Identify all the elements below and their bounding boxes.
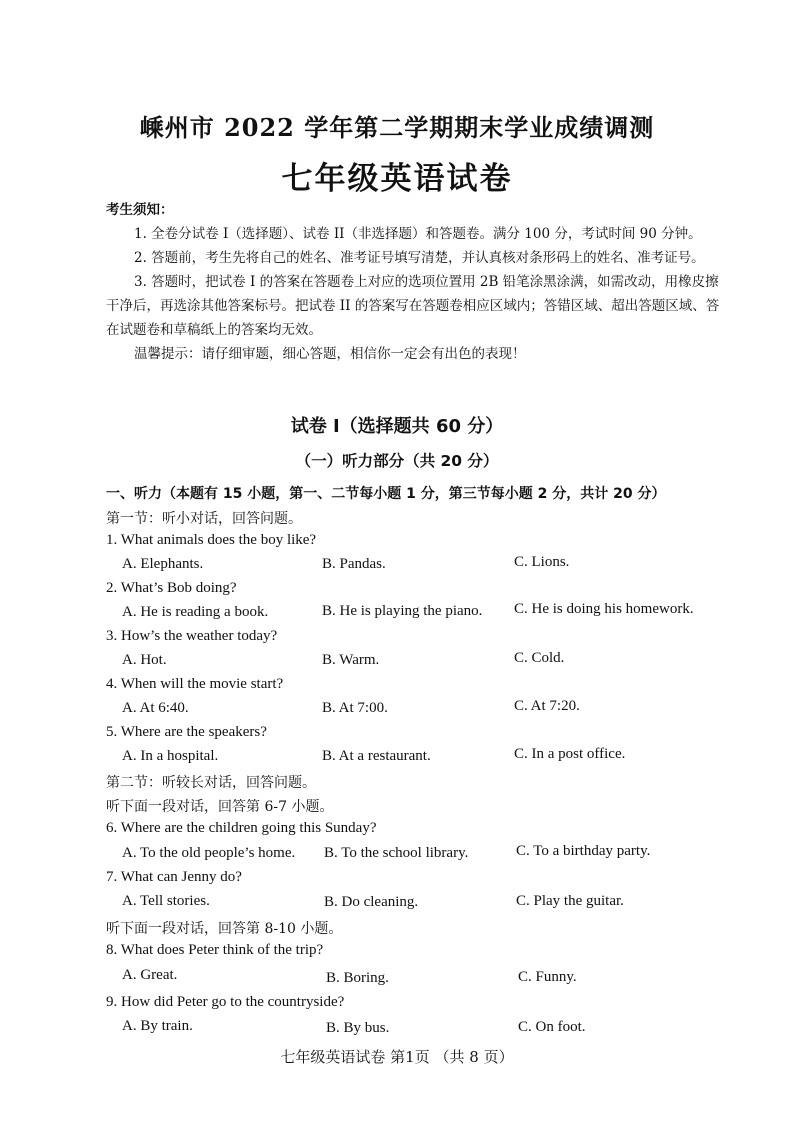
q5-option-a: A. In a hospital. bbox=[122, 748, 219, 764]
paper-1-title: 试卷 I（选择题共 60 分） bbox=[290, 416, 504, 437]
question-2: 2. What’s Bob doing? bbox=[106, 580, 237, 596]
q2-option-a: A. He is reading a book. bbox=[122, 604, 269, 620]
section-1-heading: 第一节：听小对话，回答问题。 bbox=[106, 511, 302, 527]
q9-option-a: A. By train. bbox=[122, 1018, 193, 1034]
question-5: 5. Where are the speakers? bbox=[106, 724, 267, 740]
q3-option-b: B. Warm. bbox=[322, 652, 380, 668]
q6-option-b: B. To the school library. bbox=[324, 845, 469, 861]
q4-option-c: C. At 7:20. bbox=[514, 698, 580, 714]
notice-item-1: 1. 全卷分试卷 I（选择题）、试卷 II（非选择题）和答题卷。满分 100 分，考试时间 90 分钟。 bbox=[134, 226, 702, 242]
q3-option-c: C. Cold. bbox=[514, 650, 565, 666]
q7-option-b: B. Do cleaning. bbox=[324, 894, 419, 910]
q9-option-b: B. By bus. bbox=[326, 1020, 390, 1036]
q1-option-c: C. Lions. bbox=[514, 554, 570, 570]
q5-option-b: B. At a restaurant. bbox=[322, 748, 431, 764]
question-7: 7. What can Jenny do? bbox=[106, 869, 242, 885]
q2-option-c: C. He is doing his homework. bbox=[514, 601, 694, 617]
q4-option-b: B. At 7:00. bbox=[322, 700, 388, 716]
q7-option-a: A. Tell stories. bbox=[122, 893, 210, 909]
exam-title: 嵊州市 2022 学年第二学期期末学业成绩调测 bbox=[139, 113, 655, 142]
q8-option-b: B. Boring. bbox=[326, 970, 389, 986]
q6-option-a: A. To the old people’s home. bbox=[122, 845, 296, 861]
page-footer: 七年级英语试卷 第1页 （共 8 页） bbox=[280, 1048, 514, 1066]
notice-item-2: 2. 答题前，考生先将自己的姓名、准考证号填写清楚，并认真核对条形码上的姓名、准考证号。 bbox=[134, 250, 705, 266]
notice-heading: 考生须知： bbox=[106, 202, 174, 218]
q5-option-c: C. In a post office. bbox=[514, 746, 626, 762]
q8-option-c: C. Funny. bbox=[518, 969, 577, 985]
q1-option-b: B. Pandas. bbox=[322, 556, 386, 572]
dialog-1-instruction: 听下面一段对话，回答第 6-7 小题。 bbox=[106, 799, 334, 815]
question-1: 1. What animals does the boy like? bbox=[106, 532, 317, 548]
q6-option-c: C. To a birthday party. bbox=[516, 843, 651, 859]
question-9: 9. How did Peter go to the countryside? bbox=[106, 994, 345, 1010]
q1-option-a: A. Elephants. bbox=[122, 556, 204, 572]
q9-option-c: C. On foot. bbox=[518, 1019, 586, 1035]
dialog-2-instruction: 听下面一段对话，回答第 8-10 小题。 bbox=[106, 921, 343, 937]
section-2-heading: 第二节：听较长对话，回答问题。 bbox=[106, 775, 316, 791]
question-6: 6. Where are the children going this Sunday? bbox=[106, 820, 377, 836]
question-4: 4. When will the movie start? bbox=[106, 676, 284, 692]
candidate-notice bbox=[106, 198, 726, 366]
listening-part-title: （一）听力部分（共 20 分） bbox=[295, 452, 499, 470]
q8-option-a: A. Great. bbox=[122, 967, 178, 983]
exam-subtitle: 七年级英语试卷 bbox=[281, 161, 513, 197]
q2-option-b: B. He is playing the piano. bbox=[322, 603, 483, 619]
question-8: 8. What does Peter think of the trip? bbox=[106, 942, 324, 958]
notice-item-3: 3. 答题时，把试卷 I 的答案在答题卷上对应的选项位置用 2B 铅笔涂黑涂满，如需改动，用橡皮擦干净后，再选涂其他答案标号。把试卷 II 的答案写在答题卷相应区域内；答错区域、超出答题区域、答在试题卷和草稿纸上的答案均无效。 bbox=[106, 274, 720, 338]
q4-option-a: A. At 6:40. bbox=[122, 700, 189, 716]
question-3: 3. How’s the weather today? bbox=[106, 628, 278, 644]
listening-instructions: 一、听力（本题有 15 小题，第一、二节每小题 1 分，第三节每小题 2 分，共计 20 分） bbox=[106, 486, 666, 502]
q3-option-a: A. Hot. bbox=[122, 652, 167, 668]
notice-tip: 温馨提示：请仔细审题，细心答题，相信你一定会有出色的表现！ bbox=[134, 346, 526, 362]
q7-option-c: C. Play the guitar. bbox=[516, 893, 624, 909]
